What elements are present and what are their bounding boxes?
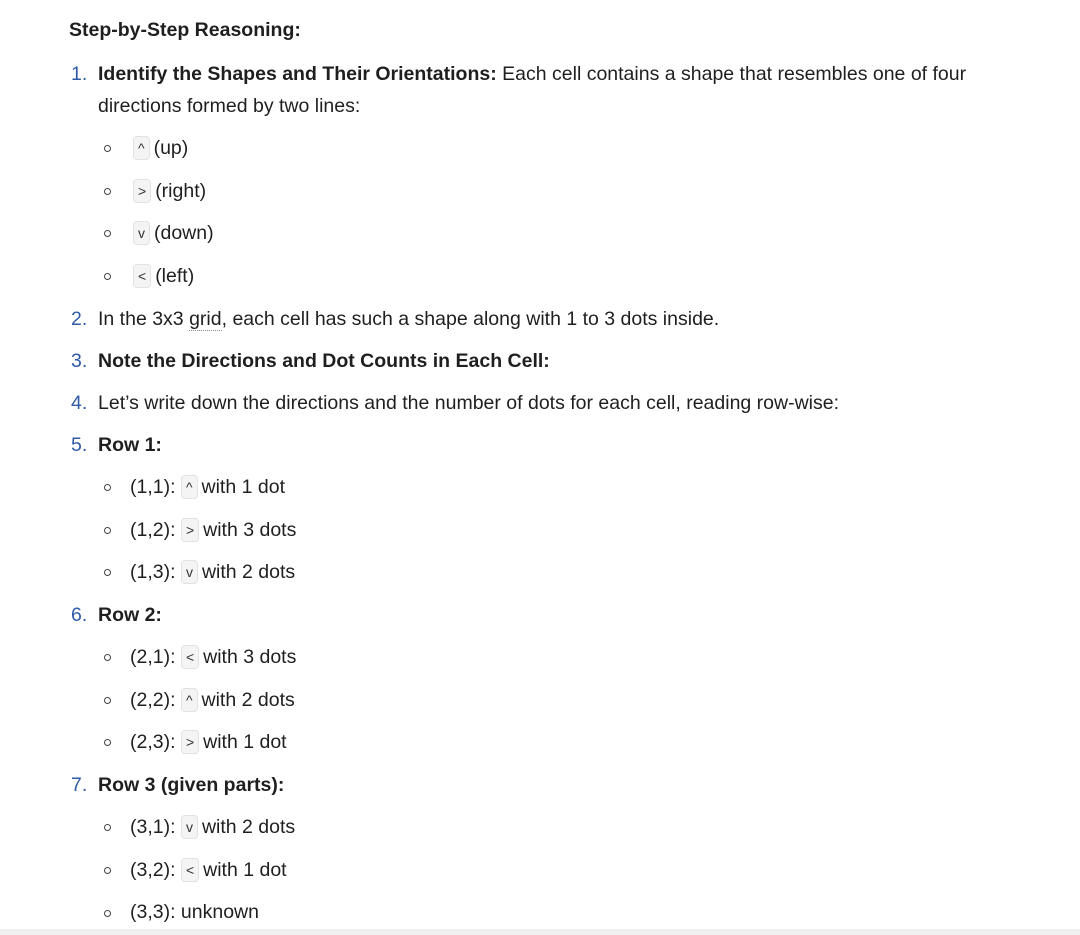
list-item-5: Row 1: xyxy=(98,434,162,456)
list-number: 1. xyxy=(71,63,88,85)
cell-dots: with 2 dots xyxy=(201,689,295,711)
direction-item xyxy=(133,220,214,246)
bullet-icon xyxy=(104,145,111,152)
item-text: In the 3x3 xyxy=(98,308,190,330)
cell-position: (3,1): xyxy=(130,816,176,838)
bullet-icon xyxy=(104,824,111,831)
list-item-2 xyxy=(98,306,719,332)
bullet-icon xyxy=(104,867,111,874)
cell-item xyxy=(130,687,295,713)
bottom-edge-shadow xyxy=(0,929,1080,935)
cell-dots: with 3 dots xyxy=(203,646,297,668)
cell-dots: with 1 dot xyxy=(201,476,285,498)
code-symbol: < xyxy=(133,264,151,288)
item-text: Each cell contains a shape that resembles one of four xyxy=(496,63,967,85)
code-symbol: v xyxy=(133,221,150,245)
cell-position: (1,1): xyxy=(130,476,176,498)
cell-position: (2,1): xyxy=(130,646,176,668)
code-symbol: > xyxy=(181,730,199,754)
cell-position: (1,2): xyxy=(130,519,176,541)
bullet-icon xyxy=(104,569,111,576)
direction-label: (up) xyxy=(153,137,189,159)
list-item-4: Let’s write down the directions and the number of dots for each cell, reading row-wise: xyxy=(98,392,840,414)
code-symbol: < xyxy=(181,645,199,669)
list-item-6: Row 2: xyxy=(98,604,162,626)
item-bold: Identify the Shapes and Their Orientations: xyxy=(98,63,497,85)
cell-item xyxy=(130,474,285,500)
cell-dots: with 1 dot xyxy=(203,731,287,753)
direction-label: (left) xyxy=(155,265,195,287)
code-symbol: ^ xyxy=(181,475,198,499)
code-symbol: v xyxy=(181,815,198,839)
bullet-icon xyxy=(104,484,111,491)
direction-item xyxy=(133,263,194,289)
cell-position: (2,3): xyxy=(130,731,176,753)
bullet-icon xyxy=(104,910,111,917)
cell-item xyxy=(130,814,295,840)
cell-dots: with 2 dots xyxy=(201,561,296,583)
item-text: , each cell has such a shape along with 1 to 3 dots inside. xyxy=(221,308,720,330)
cell-position: (2,2): xyxy=(130,689,176,711)
list-number: 2. xyxy=(71,308,88,330)
bullet-icon xyxy=(104,697,111,704)
grid-term[interactable]: grid xyxy=(189,308,222,330)
cell-position: (3,2): xyxy=(130,859,176,881)
list-item-7: Row 3 (given parts): xyxy=(98,774,285,796)
direction-label: (down) xyxy=(154,222,214,244)
list-number: 7. xyxy=(71,774,88,796)
cell-dots: with 1 dot xyxy=(203,859,287,881)
cell-dots: with 3 dots xyxy=(203,519,297,541)
cell-position: (1,3): xyxy=(130,561,176,583)
cell-item xyxy=(130,517,296,543)
section-heading: Step-by-Step Reasoning: xyxy=(69,19,301,41)
list-number: 3. xyxy=(71,350,88,372)
list-item-1-continuation: directions formed by two lines: xyxy=(98,95,361,117)
code-symbol: ^ xyxy=(133,136,150,160)
bullet-icon xyxy=(104,230,111,237)
list-number: 6. xyxy=(71,604,88,626)
code-symbol: ^ xyxy=(181,688,198,712)
cell-item xyxy=(130,857,287,883)
cell-item-unknown: (3,3): unknown xyxy=(130,901,259,923)
code-symbol: < xyxy=(181,858,199,882)
cell-item xyxy=(130,729,287,755)
cell-item xyxy=(130,559,295,585)
code-symbol: > xyxy=(181,518,199,542)
cell-dots: with 2 dots xyxy=(201,816,296,838)
list-item-3: Note the Directions and Dot Counts in Each Cell: xyxy=(98,350,550,372)
code-symbol: v xyxy=(181,560,198,584)
bullet-icon xyxy=(104,654,111,661)
bullet-icon xyxy=(104,273,111,280)
code-symbol: > xyxy=(133,179,151,203)
list-item-1 xyxy=(98,61,966,87)
bullet-icon xyxy=(104,527,111,534)
bullet-icon xyxy=(104,188,111,195)
list-number: 5. xyxy=(71,434,88,456)
bullet-icon xyxy=(104,739,111,746)
direction-item xyxy=(133,178,206,204)
list-number: 4. xyxy=(71,392,88,414)
direction-label: (right) xyxy=(155,180,207,202)
direction-item xyxy=(133,135,188,161)
cell-item xyxy=(130,644,296,670)
